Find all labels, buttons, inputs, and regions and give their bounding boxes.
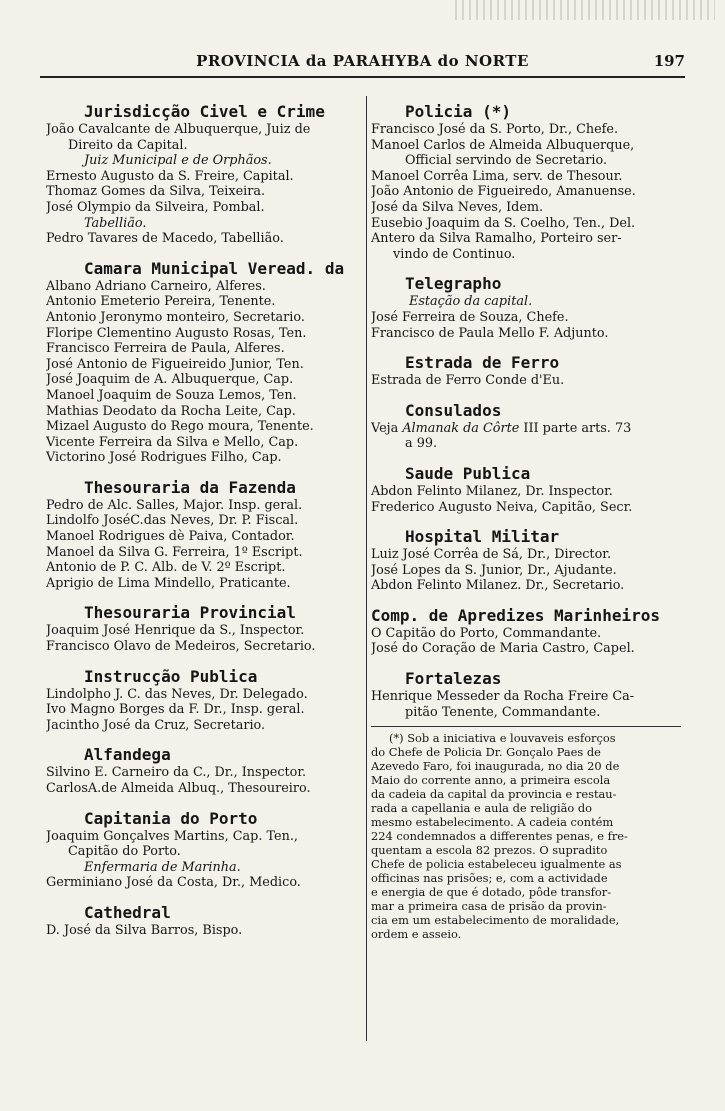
footnote-line: Azevedo Faro, foi inaugurada, no dia 20 de [371, 759, 620, 774]
text-line: Manoel da Silva G. Ferreira, 1º Escript. [46, 544, 303, 560]
text-line: Ivo Magno Borges da F. Dr., Insp. geral. [46, 702, 305, 718]
subheading: Enfermaria de Marinha. [84, 859, 241, 875]
text-line: vindo de Continuo. [393, 246, 516, 262]
text-line: João Cavalcante de Albuquerque, Juiz de [46, 122, 311, 137]
text-line: Antonio Emeterio Pereira, Tenente. [46, 294, 276, 310]
text-line: Silvino E. Carneiro da C., Dr., Inspector. [46, 765, 307, 781]
footnote-line: Maio do corrente anno, a primeira escola [371, 773, 611, 788]
section-heading: Jurisdicção Civel e Crime [84, 102, 325, 121]
right-column [366, 96, 685, 1041]
text-line: Henrique Messeder da Rocha Freire Ca- [371, 689, 635, 705]
page-number: 197 [653, 52, 685, 70]
text-line: Luiz José Corrêa de Sá, Dr., Director. [371, 547, 612, 563]
text-line: Francisco Olavo de Medeiros, Secretario. [46, 639, 316, 655]
text-line: Antonio de P. C. Alb. de V. 2º Escript. [46, 560, 286, 576]
text-line: José do Coração de Maria Castro, Capel. [371, 641, 635, 657]
italic-reference: Almanak da Côrte [402, 420, 520, 436]
scan-noise [455, 0, 715, 20]
text-line: Frederico Augusto Neiva, Capitão, Secr. [371, 499, 633, 515]
footnote-line: do Chefe de Policia Dr. Gonçalo Paes de [371, 745, 601, 760]
text-line [371, 421, 685, 437]
text-fragment: Veja [371, 420, 403, 436]
section-heading: Fortalezas [405, 669, 502, 689]
section-heading: Hospital Militar [405, 527, 560, 547]
text-line: José Antonio de Figueireido Junior, Ten. [46, 356, 304, 372]
footnote-line: mar a primeira casa de prisão da provin- [371, 899, 607, 914]
text-line: Jacintho José da Cruz, Secretario. [46, 717, 266, 733]
text-line: Francisco de Paula Mello F. Adjunto. [371, 325, 609, 341]
section-heading: Capitania do Porto [84, 808, 258, 828]
footnote-line: ordem e asseio. [371, 927, 462, 942]
text-line: Ernesto Augusto da S. Freire, Capital. [46, 168, 294, 184]
text-line: João Antonio de Figueiredo, Amanuense. [371, 184, 636, 200]
text-line: Joaquim Gonçalves Martins, Cap. Ten., [46, 828, 298, 844]
section-heading: Comp. de Apredizes Marinheiros [371, 605, 660, 625]
text-line: Mathias Deodato da Rocha Leite, Cap. [46, 403, 296, 419]
footnote-line: Chefe de policia estabeleceu igualmente as [371, 857, 622, 872]
footnote-line: quentam a escola 82 prezos. O supradito [371, 843, 608, 858]
text-line: O Capitão do Porto, Commandante. [371, 625, 602, 641]
section-heading: Camara Municipal Veread. da [84, 258, 345, 278]
text-line: José Olympio da Silveira, Pombal. [46, 199, 265, 215]
text-line: Francisco José da S. Porto, Dr., Chefe. [371, 122, 619, 137]
footnote-line: cia em um estabelecimento de moralidade, [371, 913, 620, 928]
text-line: Pedro de Alc. Salles, Major. Insp. geral. [46, 497, 303, 513]
text-line: Manoel Rodrigues dè Paiva, Contador. [46, 529, 295, 545]
text-line: D. José da Silva Barros, Bispo. [46, 922, 243, 938]
section-heading: Alfandega [84, 745, 171, 765]
subheading: Juiz Municipal e de Orphãos. [84, 153, 272, 169]
text-line: Manoel Joaquim de Souza Lemos, Ten. [46, 387, 297, 403]
text-line: José Lopes da S. Junior, Dr., Ajudante. [371, 562, 617, 578]
text-line: Abdon Felinto Milanez, Dr. Inspector. [371, 483, 613, 499]
text-line: Mizael Augusto do Rego moura, Tenente. [46, 419, 314, 435]
footnote-line: da cadeia da capital da provincia e restau- [371, 787, 617, 802]
section-heading: Consulados [405, 400, 502, 420]
text-line: José da Silva Neves, Idem. [371, 199, 544, 215]
footnote [371, 731, 685, 941]
text-line: Lindolfo JoséC.das Neves, Dr. P. Fiscal. [46, 513, 299, 529]
text-line: Manoel Carlos de Almeida Albuquerque, [371, 137, 635, 153]
text-line: Aprigio de Lima Mindello, Praticante. [46, 575, 291, 591]
section-heading: Thesouraria Provincial [84, 603, 296, 623]
text-line: Joaquim José Henrique da S., Inspector. [46, 623, 305, 639]
text-line: Albano Adriano Carneiro, Alferes. [46, 278, 266, 294]
text-line: Manoel Corrêa Lima, serv. de Thesour. [371, 168, 623, 184]
text-line: pitão Tenente, Commandante. [405, 704, 601, 720]
subheading: Estação da capital. [409, 294, 533, 310]
text-line: Vicente Ferreira da Silva e Mello, Cap. [46, 434, 299, 450]
text-line: Eusebio Joaquim da S. Coelho, Ten., Del. [371, 215, 636, 231]
footnote-line: (*) Sob a iniciativa e louvaveis esforços [389, 731, 616, 746]
footnote-line: officinas nas prisões; e, com a actividade [371, 871, 608, 886]
text-line: Antonio Jeronymo monteiro, Secretario. [46, 309, 305, 325]
text-line: Floripe Clementino Augusto Rosas, Ten. [46, 325, 307, 341]
section-heading: Instrucção Publica [84, 666, 258, 686]
text-line: Abdon Felinto Milanez. Dr., Secretario. [371, 578, 625, 594]
footnote-line: 224 condemnados a differentes penas, e fre- [371, 829, 628, 844]
footnote-line: rada a capellania e aula de religião do [371, 801, 593, 816]
text-line: Thomaz Gomes da Silva, Teixeira. [46, 184, 266, 200]
text-line: Francisco Ferreira de Paula, Alferes. [46, 341, 285, 357]
left-column [46, 96, 360, 939]
section-heading: Thesouraria da Fazenda [84, 477, 296, 497]
footnote-line: e energia de que é dotado, pôde transfor- [371, 885, 612, 900]
text-line: Pedro Tavares de Macedo, Tabellião. [46, 231, 284, 247]
text-line: José Ferreira de Souza, Chefe. [371, 309, 569, 325]
page-header [40, 52, 685, 78]
text-line: Official servindo de Secretario. [405, 153, 608, 169]
text-line: Lindolpho J. C. das Neves, Dr. Delegado. [46, 686, 308, 702]
section-heading: Cathedral [84, 902, 171, 922]
section-heading: Saude Publica [405, 463, 531, 483]
text-line: Germiniano José da Costa, Dr., Medico. [46, 875, 301, 891]
section-heading: Estrada de Ferro [405, 353, 560, 373]
text-line: Direito da Capital. [68, 137, 188, 153]
page-title: PROVINCIA da PARAHYBA do NORTE [196, 52, 529, 70]
text-line: Estrada de Ferro Conde d'Eu. [371, 373, 565, 389]
text-line: José Joaquim de A. Albuquerque, Cap. [46, 372, 294, 388]
footnote-divider [371, 726, 681, 727]
section-heading: Policia (*) [405, 102, 511, 121]
footnote-line: mesmo estabelecimento. A cadeia contém [371, 815, 614, 830]
text-line: Antero da Silva Ramalho, Porteiro ser- [371, 231, 622, 247]
subheading: Tabellião. [84, 215, 147, 231]
text-line: Victorino José Rodrigues Filho, Cap. [46, 450, 282, 466]
text-line: a 99. [405, 436, 438, 452]
text-line: Capitão do Porto. [68, 844, 181, 860]
section-heading: Telegrapho [405, 274, 502, 294]
text-line: CarlosA.de Almeida Albuq., Thesoureiro. [46, 781, 311, 796]
text-fragment: III parte arts. 73 [519, 420, 632, 436]
